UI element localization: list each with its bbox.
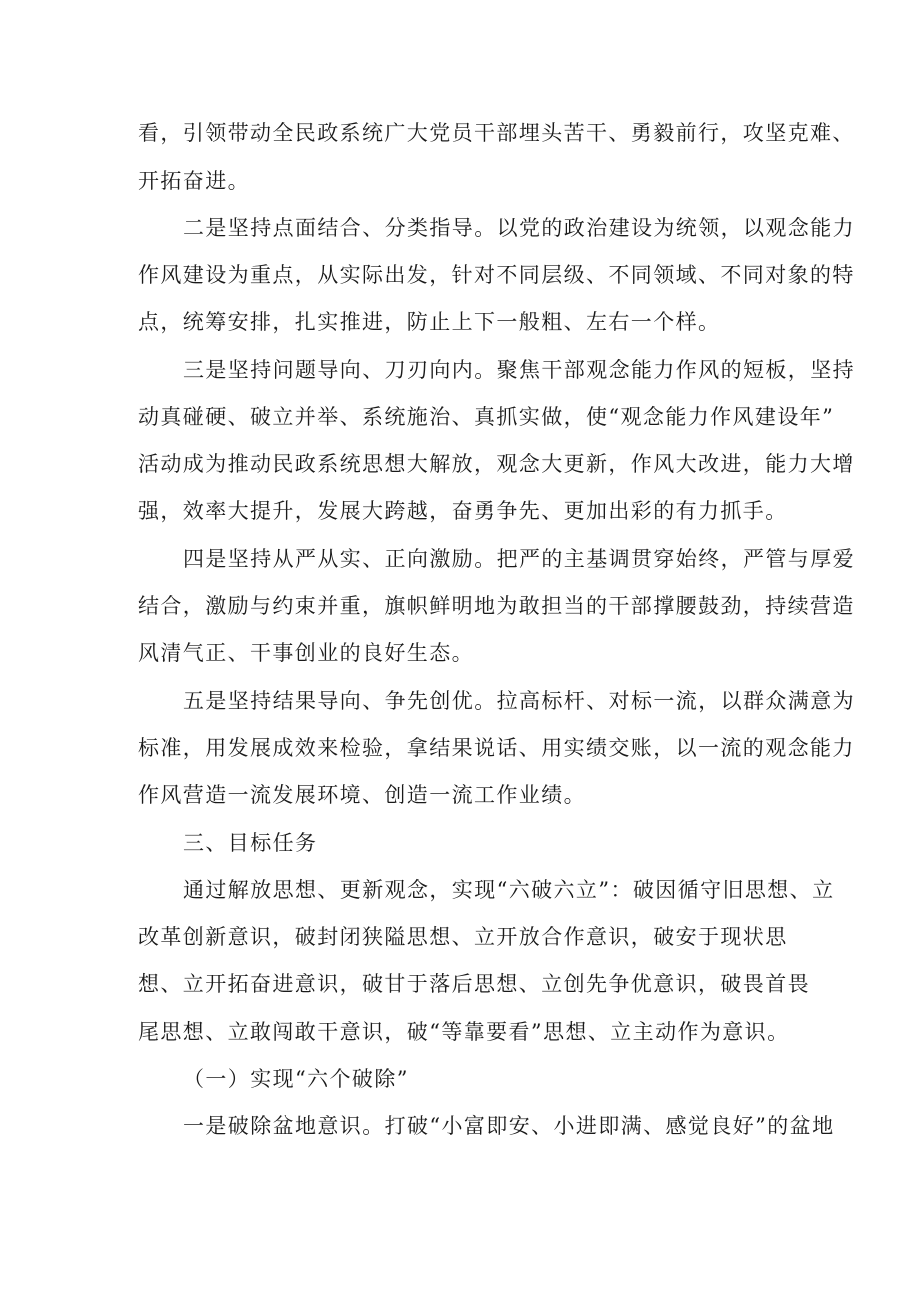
text-line: 改革创新意识，破封闭狭隘思想、立开放合作意识，破安于现状思 (138, 925, 788, 949)
text-line: 作风营造一流发展环境、创造一流工作业绩。 (138, 783, 586, 807)
text-line: 强，效率大提升，发展大跨越，奋勇争先、更加出彩的有力抓手。 (138, 499, 788, 523)
text-line: 看，引领带动全民政系统广大党员干部埋头苦干、勇毅前行，攻坚克难、 (138, 121, 855, 145)
text-line: 四是坚持从严从实、正向激励。把严的主基调贯穿始终，严管与厚爱 (183, 547, 855, 571)
subsection-heading: （一）实现“六个破除” (183, 1067, 409, 1091)
text-line: 三是坚持问题导向、刀刃向内。聚焦干部观念能力作风的短板，坚持 (183, 358, 855, 382)
text-line: 标准，用发展成效来检验，拿结果说话、用实绩交账，以一流的观念能力 (138, 736, 855, 760)
text-line: 通过解放思想、更新观念，实现“六破六立”：破因循守旧思想、立 (183, 878, 835, 902)
section-heading: 三、目标任务 (183, 831, 318, 855)
text-line: 结合，激励与约束并重，旗帜鲜明地为敢担当的干部撑腰鼓劲，持续营造 (138, 594, 855, 618)
text-line: 风清气正、干事创业的良好生态。 (138, 641, 474, 665)
text-line: 动真碰硬、破立并举、系统施治、真抓实做，使“观念能力作风建设年” (138, 405, 835, 429)
text-line: 开拓奋进。 (138, 169, 250, 193)
text-line: 点，统筹安排，扎实推进，防止上下一般粗、左右一个样。 (138, 310, 721, 334)
text-line: 五是坚持结果导向、争先创优。拉高标杆、对标一流，以群众满意为 (183, 689, 855, 713)
text-line: 尾思想、立敢闯敢干意识，破“等靠要看”思想、立主动作为意识。 (138, 1020, 790, 1044)
text-line: 作风建设为重点，从实际出发，针对不同层级、不同领域、不同对象的特 (138, 263, 855, 287)
text-line: 二是坚持点面结合、分类指导。以党的政治建设为统领，以观念能力 (183, 216, 855, 240)
text-line: 一是破除盆地意识。打破“小富即安、小进即满、感觉良好”的盆地 (183, 1114, 835, 1138)
text-line: 想、立开拓奋进意识，破甘于落后思想、立创先争优意识，破畏首畏 (138, 972, 810, 996)
text-line: 活动成为推动民政系统思想大解放，观念大更新，作风大改进，能力大增 (138, 452, 855, 476)
